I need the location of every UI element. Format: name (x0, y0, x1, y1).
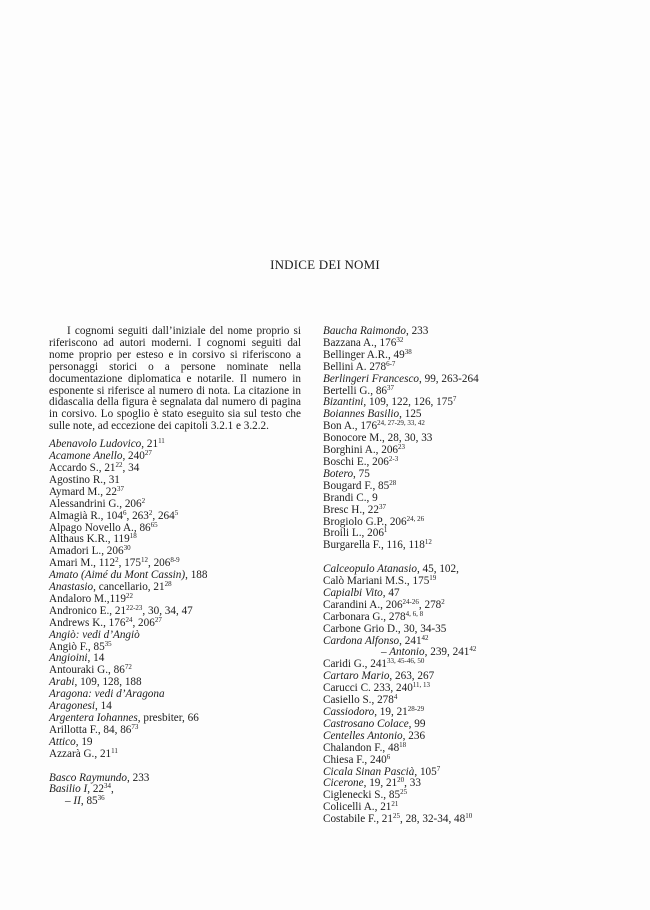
entry-pages: , 125 (399, 408, 422, 421)
entry-pages: , 176 (373, 336, 397, 349)
entry-name: Aragonesi (49, 700, 95, 713)
note-superscript: 24 (125, 615, 133, 624)
entry-pages: , 19, 21 (363, 777, 398, 790)
entry-name: Bellinger A.R. (323, 348, 388, 361)
index-list-right (323, 326, 585, 826)
entry-name: Casiello S. (323, 694, 372, 707)
entry-name: Burgarella F. (323, 539, 381, 552)
note-superscript: 24, 27-29, 33, 42 (377, 419, 425, 428)
entry-pages: , 47 (382, 586, 400, 599)
entry-pages: , 86 (370, 384, 388, 397)
entry-name: Anastasio (49, 581, 94, 594)
entry-pages: , 22 (362, 503, 379, 516)
entry-name: Angiò F. (49, 640, 88, 653)
entry-pages: , 48 (382, 741, 400, 754)
entry-pages: , 21 (374, 801, 392, 814)
entry-name: Antouraki G. (49, 664, 109, 677)
entry-name: Boiannes Basilio (323, 408, 400, 421)
entry-pages: , 85 (383, 789, 401, 802)
entry-pages: , 85 (87, 640, 105, 653)
entry-pages: , 109, 128, 188 (74, 676, 142, 689)
note-superscript: 5 (174, 508, 179, 517)
entry-pages: , 105 (414, 765, 437, 778)
entry-pages: , 85 (80, 795, 98, 808)
entry-name: Almagià R. (49, 509, 101, 522)
note-superscript: 6 (122, 508, 127, 517)
note-superscript: 22-23 (126, 603, 143, 612)
note-superscript: 2 (115, 556, 119, 565)
entry-name: Carbonara G. (323, 610, 384, 623)
entry-name: Acamone Anello (49, 450, 123, 463)
entry-name: Brogiolo G.P. (323, 515, 385, 528)
entry-pages: , 104 (100, 509, 123, 522)
entry-name: Chiesa F. (323, 753, 365, 766)
note-superscript: 25 (400, 788, 408, 797)
entry-pages: , 30, 34, 47 (142, 604, 193, 617)
entry-name: Andaloro M. (49, 592, 107, 605)
entry-name: Calò Mariani M.S. (323, 575, 407, 588)
entry-name: Colicelli A. (323, 801, 375, 814)
entry-pages: 233, 240 (370, 682, 413, 695)
intro-paragraph: I cognomi seguiti dall’iniziale del nome proprio si riferiscono ad autori moderni. I cognomi seguiti dal nome proprio per esteso e in corsivo si riferiscono a personaggi storici o a persone nominate nella documentazione diplomatica e notarile. Il numero in esponente si riferisce al numero di nota. La citazione in didascalia della figura è segnalata dal numero di pagina in corsivo. Lo spoglio è stato eseguito sia sul testo che sulle note, ad eccezione dei capitoli 3.2.1 e 3.2.2. (49, 325, 301, 433)
note-superscript: 4 (393, 693, 398, 702)
entry-pages: , 241 (399, 634, 422, 647)
entry-pages: , 22 (100, 485, 117, 498)
entry-pages: , 14 (95, 700, 112, 713)
entry-pages: , 236 (402, 729, 426, 742)
entry-pages: , 86 (108, 664, 125, 677)
entry-pages: , 206 (119, 497, 142, 510)
note-superscript: 18 (129, 532, 137, 541)
note-superscript: 38 (404, 347, 412, 356)
note-superscript: 4, 6, 8 (405, 609, 424, 618)
entry-name: Bazzana A. (323, 336, 374, 349)
entry-pages: , 278 (371, 694, 394, 707)
note-superscript: 24, 26 (406, 514, 425, 523)
entry-name: Baucha Raimondo (323, 325, 406, 337)
entry-pages: , 116, 118 (380, 539, 425, 552)
note-superscript: 36 (97, 794, 105, 803)
entry-pages: , 239, 241 (424, 646, 470, 659)
entry-pages: , 206 (384, 515, 407, 528)
entry-name: Cardona Alfonso (323, 634, 400, 647)
note-superscript: 6-7 (386, 359, 396, 368)
entry-name: – Antonio (381, 646, 425, 659)
note-superscript: 27 (144, 449, 152, 458)
entry-pages: , 175 (406, 575, 430, 588)
note-superscript: 65 (150, 520, 158, 529)
entry-name: Bellini A. (323, 360, 367, 373)
entry-name: Costabile F. (323, 813, 377, 826)
note-superscript: 34 (104, 782, 112, 791)
entry-pages: , 175 (118, 557, 141, 570)
note-superscript: 32 (396, 335, 404, 344)
entry-pages: , 206 (375, 444, 399, 457)
entry-pages: , 45, 102, (416, 563, 459, 576)
entry-pages: , 119 (107, 533, 130, 546)
entry-name: Amato (Aimé du Mont Cassin) (49, 569, 186, 582)
entry-name: Angioini (49, 652, 88, 665)
note-superscript: 21 (391, 800, 399, 809)
entry-name: Amari M. (49, 557, 94, 570)
entry-name: Ciglenecki S. (323, 789, 384, 802)
entry-pages: , 278 (383, 610, 406, 623)
entry-pages: , 28, 32-34, 48 (399, 813, 466, 826)
entry-name: Centelles Antonio (323, 729, 403, 742)
note-superscript: 37 (387, 383, 395, 392)
entry-pages: , 86 (133, 521, 151, 534)
entry-pages: , 241 (364, 658, 388, 671)
entry-name: Caridi G. (323, 658, 365, 671)
index-column-left (49, 326, 301, 808)
entry-name: Attico (49, 735, 76, 748)
note-superscript: 2 (148, 508, 153, 517)
entry-name: Bizantini (323, 396, 364, 409)
index-column-right (323, 326, 585, 826)
entry-pages: , 264 (152, 509, 175, 522)
note-superscript: 72 (124, 663, 132, 672)
note-superscript: 30 (123, 544, 131, 553)
note-superscript: 73 (131, 722, 139, 731)
index-entry (49, 746, 301, 761)
entry-name: Angiò: vedi d’Angiò (49, 628, 140, 641)
entry-name: Arillotta F. (49, 723, 98, 736)
entry-pages: ,119 (106, 592, 126, 605)
entry-name: Arabi (49, 676, 75, 689)
entry-name: Abenavolo Ludovico (49, 438, 142, 451)
entry-pages: , 240 (364, 753, 387, 766)
entry-pages: , 21 (98, 461, 116, 474)
note-superscript: 11 (158, 437, 165, 446)
entry-pages: , presbiter, 66 (137, 712, 199, 724)
entry-name: Boschi E. (323, 455, 367, 468)
entry-pages: , 99 (408, 717, 426, 730)
note-superscript: 22 (125, 591, 133, 600)
note-superscript: 19 (429, 574, 437, 583)
note-superscript: 11, 13 (412, 681, 431, 690)
entry-pages: , 14 (87, 652, 105, 665)
note-superscript: 23 (398, 443, 406, 452)
entry-pages: , 278 (418, 598, 442, 611)
entry-pages: , 240 (122, 450, 145, 463)
note-superscript: 42 (421, 633, 429, 642)
entry-name: Cassiodoro (323, 705, 375, 718)
entry-pages: , 99, 263-264 (419, 372, 479, 385)
entry-pages: , 206 (147, 557, 171, 570)
note-superscript: 28 (164, 580, 172, 589)
entry-pages: , 33 (404, 777, 421, 790)
entry-name: Andronico E. (49, 604, 110, 617)
entry-pages: , 21 (141, 438, 159, 451)
note-superscript: 6 (386, 752, 391, 761)
entry-name: Chalandon F. (323, 741, 383, 754)
entry-name: Borghini A. (323, 444, 376, 457)
entry-name: Argentera Iohannes (49, 712, 138, 724)
entry-pages: , 75 (353, 467, 370, 480)
index-entry (323, 814, 585, 826)
index-list-left (49, 439, 301, 808)
note-superscript: 12 (424, 538, 432, 547)
note-superscript: 1 (383, 526, 388, 535)
entry-name: – II (65, 795, 81, 808)
entry-name: Carucci C. (323, 682, 371, 695)
entry-pages: , 206 (380, 598, 403, 611)
entry-name: Alpago Novello A. (49, 521, 134, 534)
entry-pages: , 263 (126, 509, 149, 522)
entry-pages: , 206 (361, 527, 384, 540)
entry-pages: , 34 (122, 461, 140, 474)
entry-name: Castrosano Colace (323, 717, 409, 730)
note-superscript: 18 (399, 740, 407, 749)
entry-name: Alessandrini G. (49, 497, 120, 510)
entry-name: Carandini A. (323, 598, 381, 611)
entry-name: Brandi C. (323, 491, 367, 504)
note-superscript: 25 (392, 812, 400, 821)
note-superscript: 22 (115, 460, 123, 469)
entry-pages: , 21 (109, 604, 127, 617)
note-superscript: 28-29 (407, 704, 425, 713)
index-entry (323, 540, 585, 552)
note-superscript: 2 (141, 496, 146, 505)
entry-name: Althaus K.R. (49, 533, 108, 546)
entry-pages: , 206 (101, 545, 124, 558)
entry-name: Amadori L. (49, 545, 102, 558)
entry-pages: , cancellario, 21 (93, 581, 165, 594)
entry-name: Andrews K. (49, 616, 104, 629)
note-superscript: 33, 45-46, 50 (387, 657, 425, 666)
entry-pages: , 30, 34-35 (397, 622, 447, 635)
entry-name: Bonocore M. (323, 432, 383, 445)
entry-pages: 278 (366, 360, 387, 373)
entry-pages: , 22 (87, 783, 105, 796)
note-superscript: 37 (378, 502, 386, 511)
note-superscript: 27 (154, 615, 162, 624)
entry-pages: , (111, 783, 114, 796)
entry-name: Bon A. (323, 420, 355, 433)
note-superscript: 42 (469, 645, 477, 654)
entry-pages: , 109, 122, 126, 175 (363, 396, 453, 409)
entry-name: Broili L. (323, 527, 362, 540)
page-title: INDICE DEI NOMI (270, 257, 380, 272)
entry-pages: , 233 (127, 771, 150, 784)
note-superscript: 35 (104, 639, 112, 648)
entry-pages: , 21 (376, 813, 393, 826)
entry-pages: , 188 (185, 569, 208, 582)
entry-pages: , 84, 86 (97, 723, 132, 736)
note-superscript: 20 (397, 776, 405, 785)
entry-name: Bertelli G. (323, 384, 371, 397)
entry-name: Berlingeri Francesco (323, 372, 420, 385)
entry-name: Azzarà G. (49, 747, 95, 760)
note-superscript: 37 (116, 484, 124, 493)
entry-name: Aymard M. (49, 485, 101, 498)
entry-pages: , 206 (132, 616, 155, 629)
entry-pages: , 112 (93, 557, 116, 570)
entry-name: Cicerone (323, 777, 364, 790)
entry-pages: , 176 (103, 616, 126, 629)
entry-pages: , 31 (103, 473, 120, 486)
entry-name: Aragona: vedi d’Aragona (49, 688, 165, 701)
index-entry (49, 796, 301, 808)
entry-name: Agostino R. (49, 473, 104, 486)
entry-name: Bougard F. (323, 479, 373, 492)
entry-pages: , 233 (405, 325, 429, 337)
note-superscript: 7 (436, 764, 441, 773)
note-superscript: 12 (140, 556, 148, 565)
entry-pages: , 49 (387, 348, 405, 361)
note-superscript: 2-3 (388, 454, 399, 463)
entry-name: Cicala Sinan Pascià (323, 765, 415, 778)
note-superscript: 2 (441, 597, 445, 606)
entry-pages: , 9 (366, 491, 378, 504)
entry-pages: , 85 (372, 479, 390, 492)
note-superscript: 24-26 (402, 597, 419, 606)
entry-pages: , 28, 30, 33 (382, 432, 433, 445)
entry-name: Capialbi Vito (323, 586, 383, 599)
note-superscript: 28 (389, 478, 397, 487)
note-superscript: 11 (111, 746, 118, 755)
entry-pages: , 176 (354, 420, 378, 433)
note-superscript: 10 (465, 812, 473, 821)
entry-name: Bresc H. (323, 503, 363, 516)
entry-name: Calceopulo Atanasio (323, 563, 417, 576)
entry-name: Basco Raymundo (49, 771, 127, 784)
entry-name: Basilio I (49, 783, 88, 796)
note-superscript: 8-9 (170, 556, 180, 565)
entry-pages: , 19 (75, 735, 93, 748)
entry-name: Botero (323, 467, 354, 480)
entry-pages: , 19, 21 (374, 705, 408, 718)
entry-pages: , 263, 267 (389, 670, 435, 683)
entry-name: Accardo S. (49, 461, 99, 474)
entry-name: Cartaro Mario (323, 670, 390, 683)
note-superscript: 7 (452, 395, 457, 404)
entry-name: Carbone Grio D. (323, 622, 398, 635)
entry-pages: , 206 (366, 455, 389, 468)
entry-pages: , 21 (94, 747, 112, 760)
